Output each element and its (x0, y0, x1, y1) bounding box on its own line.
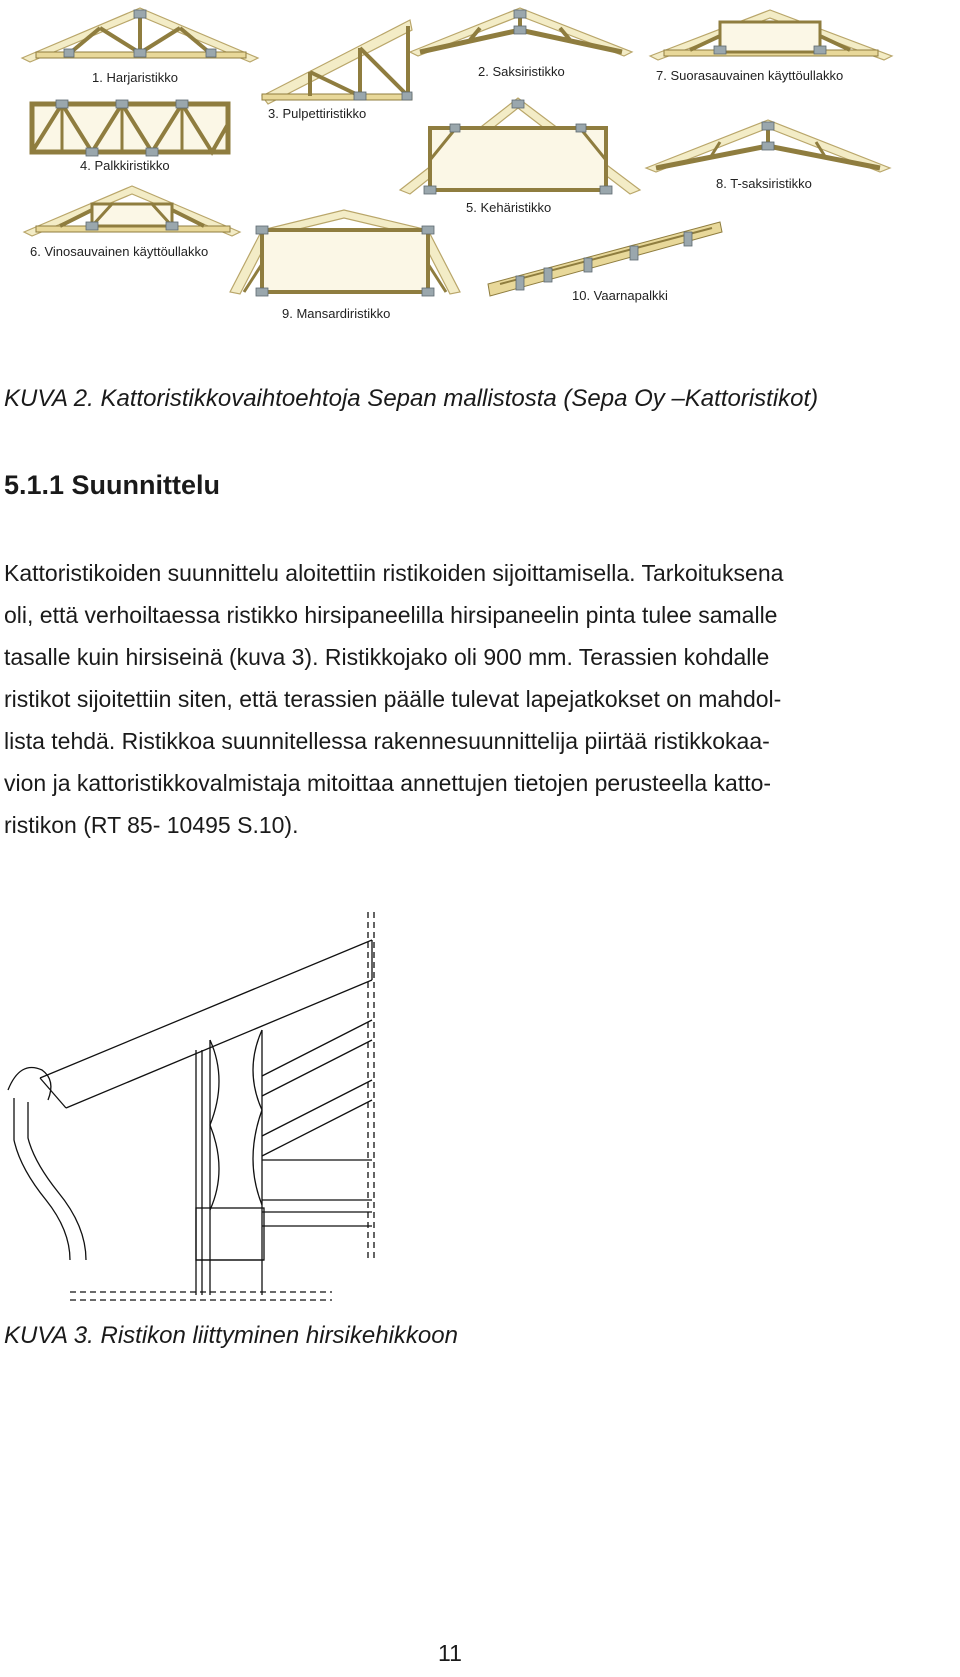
label-t-saksiristikko: 8. T-saksiristikko (716, 176, 812, 191)
truss-t-saksiristikko (646, 120, 890, 191)
page-number: 11 (438, 1640, 462, 1666)
figure-caption-kuva3: KUVA 3. Ristikon liittyminen hirsikehikkoon (4, 1322, 458, 1349)
paragraph-line: ristikot sijoitettiin siten, että terassien päälle tulevat lapejatkokset on mahdol- (4, 686, 782, 712)
body-paragraph (4, 552, 959, 846)
truss-pulpettiristikko (262, 20, 412, 121)
truss-mansardiristikko (230, 210, 460, 321)
paragraph-line: ristikon (RT 85- 10495 S.10). (4, 812, 299, 838)
paragraph-line: lista tehdä. Ristikkoa suunnitellessa rakennesuunnittelija piirtää ristikkokaa- (4, 728, 770, 754)
paragraph-line: vion ja kattoristikkovalmistaja mitoittaa annettujen tietojen perusteella katto- (4, 770, 772, 796)
label-harjaristikko: 1. Harjaristikko (92, 70, 178, 85)
truss-palkkiristikko (32, 100, 228, 173)
truss-vinosauvainen (24, 186, 240, 259)
label-palkkiristikko: 4. Palkkiristikko (80, 158, 170, 173)
truss-saksiristikko (410, 8, 632, 79)
truss-kehairistikko (400, 98, 640, 215)
label-kehairistikko: 5. Kehäristikko (466, 200, 552, 215)
label-suorasauvainen: 7. Suorasauvainen käyttöullakko (656, 68, 844, 83)
paragraph-line: Kattoristikoiden suunnittelu aloitettiin ristikoiden sijoittamisella. Tarkoituksena (4, 560, 784, 586)
truss-harjaristikko (22, 8, 258, 85)
paragraph-line: oli, että verhoiltaessa ristikko hirsipaneelilla hirsipaneelin pinta tulee samalle (4, 602, 778, 628)
truss-log-frame-drawing (0, 900, 960, 1310)
truss-vaarnapalkki (488, 222, 722, 303)
section-heading: 5.1.1 Suunnittelu (4, 470, 221, 500)
truss-types-figure (0, 0, 960, 350)
figure-caption-kuva2: KUVA 2. Kattoristikkovaihtoehtoja Sepan mallistosta (Sepa Oy –Kattoristikot) (4, 385, 819, 412)
truss-suorasauvainen (650, 10, 892, 83)
label-mansardiristikko: 9. Mansardiristikko (282, 306, 391, 321)
label-vaarnapalkki: 10. Vaarnapalkki (572, 288, 668, 303)
paragraph-line: tasalle kuin hirsiseinä (kuva 3). Ristikkojako oli 900 mm. Terassien kohdalle (4, 644, 770, 670)
label-pulpettiristikko: 3. Pulpettiristikko (268, 106, 367, 121)
label-saksiristikko: 2. Saksiristikko (478, 64, 565, 79)
label-vinosauvainen: 6. Vinosauvainen käyttöullakko (30, 244, 209, 259)
